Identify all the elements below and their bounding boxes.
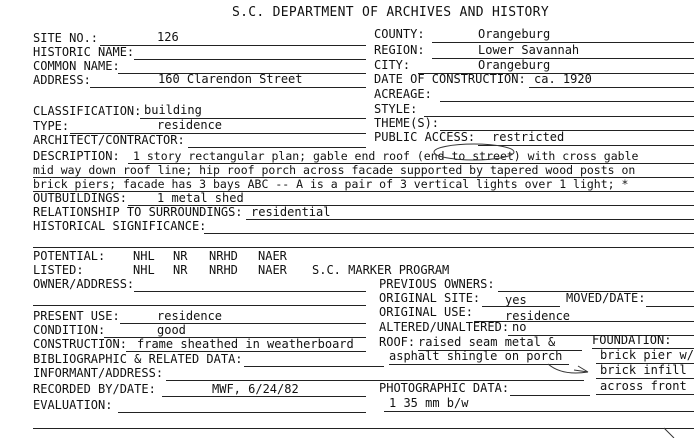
outbuildings-value: 1 metal shed (157, 191, 244, 205)
county-label: COUNTY: (374, 27, 425, 41)
historic-name-label: HISTORIC NAME: (33, 45, 135, 59)
evaluation-line-2 (33, 428, 694, 429)
foundation-label: FOUNDATION: (592, 333, 672, 347)
recorded-by-label: RECORDED BY/DATE: (33, 382, 156, 396)
date-of-construction-label: DATE OF CONSTRUCTION: (374, 72, 526, 86)
acreage-line (440, 101, 694, 102)
evaluation-label: EVALUATION: (33, 398, 113, 412)
owner-line-2 (33, 305, 366, 306)
site-no-line (100, 45, 366, 46)
description-line-1: 1 story rectangular plan; gable end roof (end to street) with cross gable (133, 149, 639, 163)
photographic-line (510, 395, 590, 396)
description-underline-3 (33, 191, 694, 192)
informant-label: INFORMANT/ADDRESS: (33, 366, 164, 380)
condition-label: CONDITION: (33, 323, 106, 337)
listed-label: LISTED: (33, 263, 84, 277)
previous-owners-label: PREVIOUS OWNERS: (379, 277, 495, 291)
common-name-label: COMMON NAME: (33, 59, 120, 73)
themes-label: THEME(S): (374, 116, 440, 130)
public-access-value: restricted (492, 130, 565, 144)
potential-opt-nhl: NHL (133, 249, 155, 263)
potential-opt-nr: NR (173, 249, 188, 263)
informant-line (166, 380, 584, 381)
evaluation-line (118, 412, 366, 413)
original-site-value: yes (505, 293, 527, 307)
altered-value: no (512, 320, 527, 334)
moved-date-label: MOVED/DATE: (566, 291, 646, 305)
foundation-value-2: brick infill (600, 363, 687, 377)
photographic-line-2 (384, 411, 694, 412)
description-line-3: brick piers; facade has 3 bays ABC -- A is a pair of 3 vertical lights over 1 light; * (33, 177, 629, 191)
altered-label: ALTERED/UNALTERED: (379, 320, 510, 334)
potential-opt-naer: NAER (258, 249, 287, 263)
original-use-label: ORIGINAL USE: (379, 305, 473, 319)
moved-date-line (646, 306, 694, 307)
photographic-label: PHOTOGRAPHIC DATA: (379, 381, 510, 395)
condition-value: good (157, 323, 186, 337)
type-value: residence (157, 118, 223, 132)
foundation-value-3: across front (600, 379, 687, 393)
public-access-label: PUBLIC ACCESS: (374, 130, 476, 144)
owner-label: OWNER/ADDRESS: (33, 277, 135, 291)
classification-value: building (144, 103, 202, 117)
architect-label: ARCHITECT/CONTRACTOR: (33, 133, 185, 147)
potential-opt-nrhd: NRHD (209, 249, 238, 263)
style-label: STYLE: (374, 102, 418, 116)
city-label: CITY: (374, 58, 411, 72)
description-label: DESCRIPTION: (33, 149, 120, 163)
themes-line (440, 130, 694, 131)
arrow-mark (548, 364, 588, 373)
present-use-value: residence (157, 309, 223, 323)
listed-opt-naer: NAER (258, 263, 287, 277)
outbuildings-label: OUTBUILDINGS: (33, 191, 127, 205)
relationship-line (246, 219, 694, 220)
marker-program-label: S.C. MARKER PROGRAM (312, 263, 450, 277)
listed-opt-nhl: NHL (133, 263, 155, 277)
historical-significance-label: HISTORICAL SIGNIFICANCE: (33, 219, 207, 233)
region-value: Lower Savannah (478, 43, 580, 57)
present-use-label: PRESENT USE: (33, 309, 120, 323)
style-line (424, 116, 694, 117)
original-site-label: ORIGINAL SITE: (379, 291, 481, 305)
roof-value-2: asphalt shingle on porch (389, 349, 563, 363)
public-access-line (478, 145, 694, 146)
date-of-construction-value: ca. 1920 (534, 72, 592, 86)
historical-significance-line (204, 233, 694, 234)
date-of-construction-line (529, 87, 694, 88)
classification-label: CLASSIFICATION: (33, 104, 142, 118)
city-value: Orangeburg (478, 58, 551, 72)
potential-label: POTENTIAL: (33, 249, 106, 263)
pen-stroke-mark (664, 428, 674, 438)
roof-label: ROOF: (379, 335, 416, 349)
historic-name-line (134, 59, 366, 60)
original-use-value: residence (505, 309, 571, 323)
architect-line (188, 147, 366, 148)
county-value: Orangeburg (478, 27, 551, 41)
owner-line (134, 291, 366, 292)
bibliographic-line (244, 366, 384, 367)
roof-value-1: raised seam metal & (418, 335, 556, 349)
listed-opt-nr: NR (173, 263, 188, 277)
recorded-by-line (162, 396, 366, 397)
recorded-by-value: MWF, 6/24/82 (212, 382, 299, 396)
photographic-value: 1 35 mm b/w (389, 396, 469, 410)
roof-line-2 (389, 364, 569, 365)
address-value: 160 Clarendon Street (158, 72, 303, 86)
region-label: REGION: (374, 43, 425, 57)
bibliographic-label: BIBLIOGRAPHIC & RELATED DATA: (33, 352, 243, 366)
type-label: TYPE: (33, 119, 70, 133)
site-no-value: 126 (157, 30, 179, 44)
description-line-2: mid way down roof line; hip roof porch across facade supported by tapered wood posts on (33, 163, 636, 177)
form-title: S.C. DEPARTMENT OF ARCHIVES AND HISTORY (232, 5, 549, 20)
relationship-label: RELATIONSHIP TO SURROUNDINGS: (33, 205, 243, 219)
original-site-line (482, 306, 560, 307)
construction-value: frame sheathed in weatherboard (137, 337, 354, 351)
foundation-line-4 (596, 394, 694, 395)
region-line (432, 58, 694, 59)
site-no-label: SITE NO.: (33, 31, 99, 45)
relationship-value: residential (251, 205, 331, 219)
listed-opt-nrhd: NRHD (209, 263, 238, 277)
foundation-value-1: brick pier w/ (600, 348, 694, 362)
acreage-label: ACREAGE: (374, 87, 432, 101)
address-label: ADDRESS: (33, 73, 91, 87)
address-line (90, 87, 366, 88)
historical-significance-line-2 (33, 247, 694, 248)
construction-label: CONSTRUCTION: (33, 337, 127, 351)
